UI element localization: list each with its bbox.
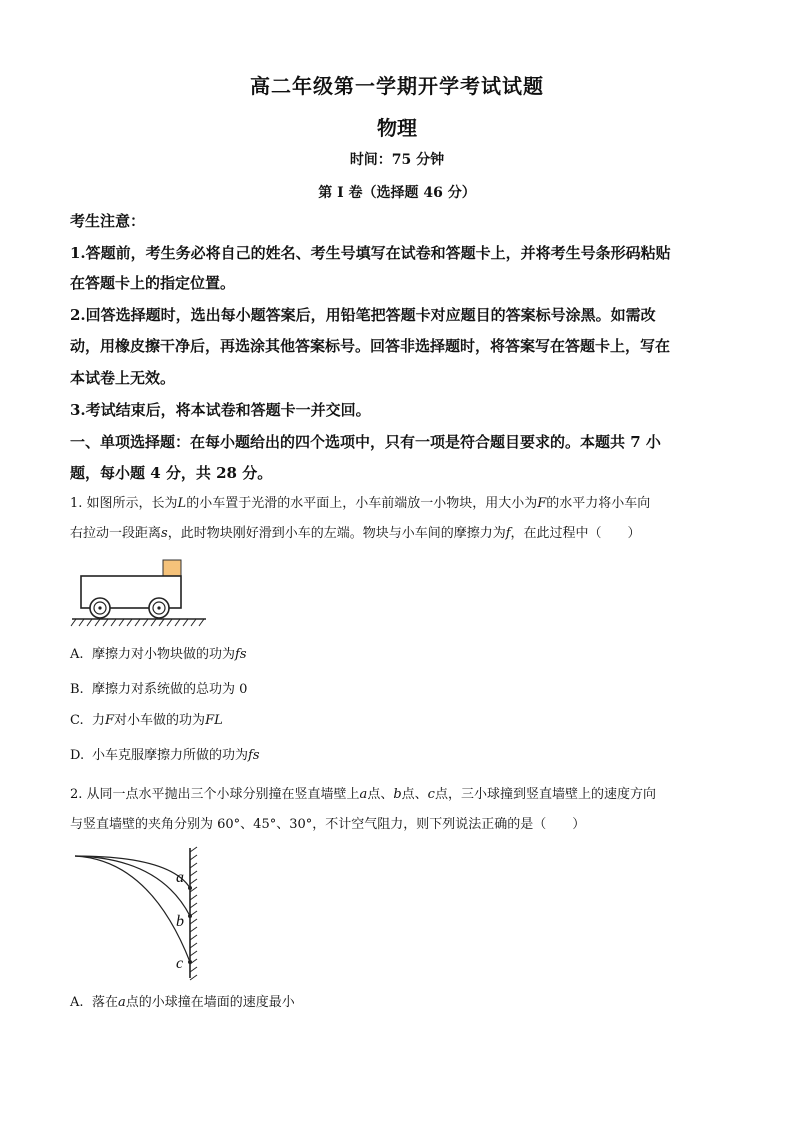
exam-title: 高二年级第一学期开学考试试题: [250, 74, 544, 98]
notice-heading: 考生注意：: [70, 212, 146, 230]
notice-item-2-line-3: 本试卷上无效。: [70, 369, 176, 387]
point-b: [188, 914, 192, 918]
question-1-line-1: 1. 如图所示，长为L的小车置于光滑的水平面上，小车前端放一小物块，用大小为F的水平力将小车向: [70, 496, 651, 511]
notice-item-1-line-1: 1.答题前，考生务必将自己的姓名、考生号填写在试卷和答题卡上，并将考生号条形码粘贴: [70, 244, 671, 262]
question-2-line-1: 2. 从同一点水平抛出三个小球分别撞在竖直墙壁上a点、b点、c点，三小球撞到竖直墙壁上的速度方向: [70, 787, 656, 802]
notice-item-2-line-2: 动，用橡皮擦干净后，再选涂其他答案标号。回答非选择题时，将答案写在答题卡上，写在: [70, 337, 671, 355]
trajectory-a: [75, 856, 190, 888]
block: [163, 560, 181, 576]
wall-hatch: [190, 847, 197, 980]
point-a: [188, 886, 192, 890]
question-1-option-c[interactable]: C. 力F对小车做的功为FL: [70, 713, 223, 728]
question-2-option-a[interactable]: A. 落在a点的小球撞在墙面的速度最小: [70, 995, 295, 1010]
wheel-right: [149, 598, 169, 618]
section-1-line-1: 一、单项选择题：在每小题给出的四个选项中，只有一项是符合题目要求的。本题共 7 小: [70, 433, 661, 451]
label-a: a: [176, 869, 184, 886]
notice-item-3: 3.考试结束后，将本试卷和答题卡一并交回。: [70, 401, 371, 419]
wheel-left: [90, 598, 110, 618]
cart-figure: [68, 556, 208, 632]
volume-title: 第 I 卷（选择题 46 分）: [318, 185, 476, 201]
trajectory-b: [75, 856, 190, 916]
question-2-line-2: 与竖直墙壁的夹角分别为 60°、45°、30°，不计空气阻力，则下列说法正确的是（ ）: [70, 817, 586, 832]
ground-hatch: [71, 619, 204, 626]
section-1-line-2: 题，每小题 4 分，共 28 分。: [70, 464, 273, 482]
question-1-option-b[interactable]: B. 摩擦力对系统做的总功为 0: [70, 682, 248, 697]
question-1-option-a[interactable]: A. 摩擦力对小物块做的功为fs: [70, 647, 247, 662]
question-1-option-d[interactable]: D. 小车克服摩擦力所做的功为fs: [70, 748, 260, 763]
exam-time: 时间：75 分钟: [349, 152, 445, 168]
label-c: c: [176, 955, 184, 972]
label-b: b: [176, 913, 184, 930]
subject-title: 物理: [377, 116, 417, 140]
notice-item-2-line-1: 2.回答选择题时，选出每小题答案后，用铅笔把答题卡对应题目的答案标号涂黑。如需改: [70, 306, 656, 324]
point-c: [188, 960, 192, 964]
trajectory-figure: [70, 846, 210, 982]
question-1-line-2: 右拉动一段距离s，此时物块刚好滑到小车的左端。物块与小车间的摩擦力为f，在此过程中（ ）: [70, 526, 641, 541]
notice-item-1-line-2: 在答题卡上的指定位置。: [70, 274, 236, 292]
